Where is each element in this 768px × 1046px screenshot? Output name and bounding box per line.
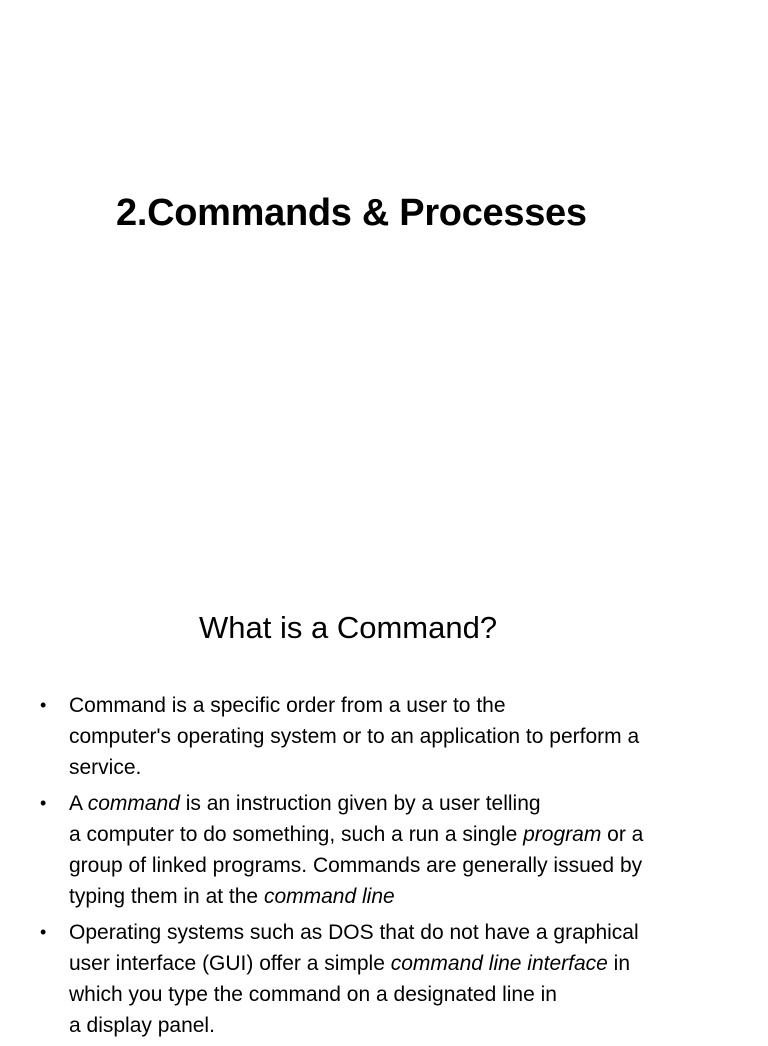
bullet-item xyxy=(40,788,740,912)
bullet-line: group of linked programs. Commands are generally issued by xyxy=(69,854,643,877)
term-command-line: command line xyxy=(263,885,395,908)
term-command: command xyxy=(87,792,180,815)
bullet-line: service. xyxy=(69,756,142,779)
bullet-line: Operating systems such as DOS that do not have a graphical xyxy=(69,921,639,944)
bullet-list xyxy=(40,690,740,1046)
section-heading: What is a Command? xyxy=(199,610,498,645)
bullet-line: which you type the command on a designated line in xyxy=(69,983,557,1006)
bullet-line: a display panel. xyxy=(69,1014,215,1037)
bullet-item xyxy=(40,917,740,1041)
term-program: program xyxy=(523,823,602,846)
slide-title: 2.Commands & Processes xyxy=(116,192,587,234)
bullet-icon: • xyxy=(40,793,47,813)
bullet-line: Command is a specific order from a user to the xyxy=(69,694,506,717)
bullet-item xyxy=(40,690,740,783)
bullet-line: computer's operating system or to an application to perform a xyxy=(69,725,640,748)
bullet-icon: • xyxy=(40,922,47,942)
bullet-line: user interface (GUI) offer a simple command line interface in xyxy=(69,952,631,975)
term-command-line-interface: command line interface xyxy=(390,952,608,975)
bullet-icon: • xyxy=(40,695,47,715)
bullet-line: typing them in at the command line xyxy=(69,885,395,908)
bullet-line: A command is an instruction given by a user telling xyxy=(69,792,541,815)
bullet-line: a computer to do something, such a run a single program or a xyxy=(69,823,644,846)
